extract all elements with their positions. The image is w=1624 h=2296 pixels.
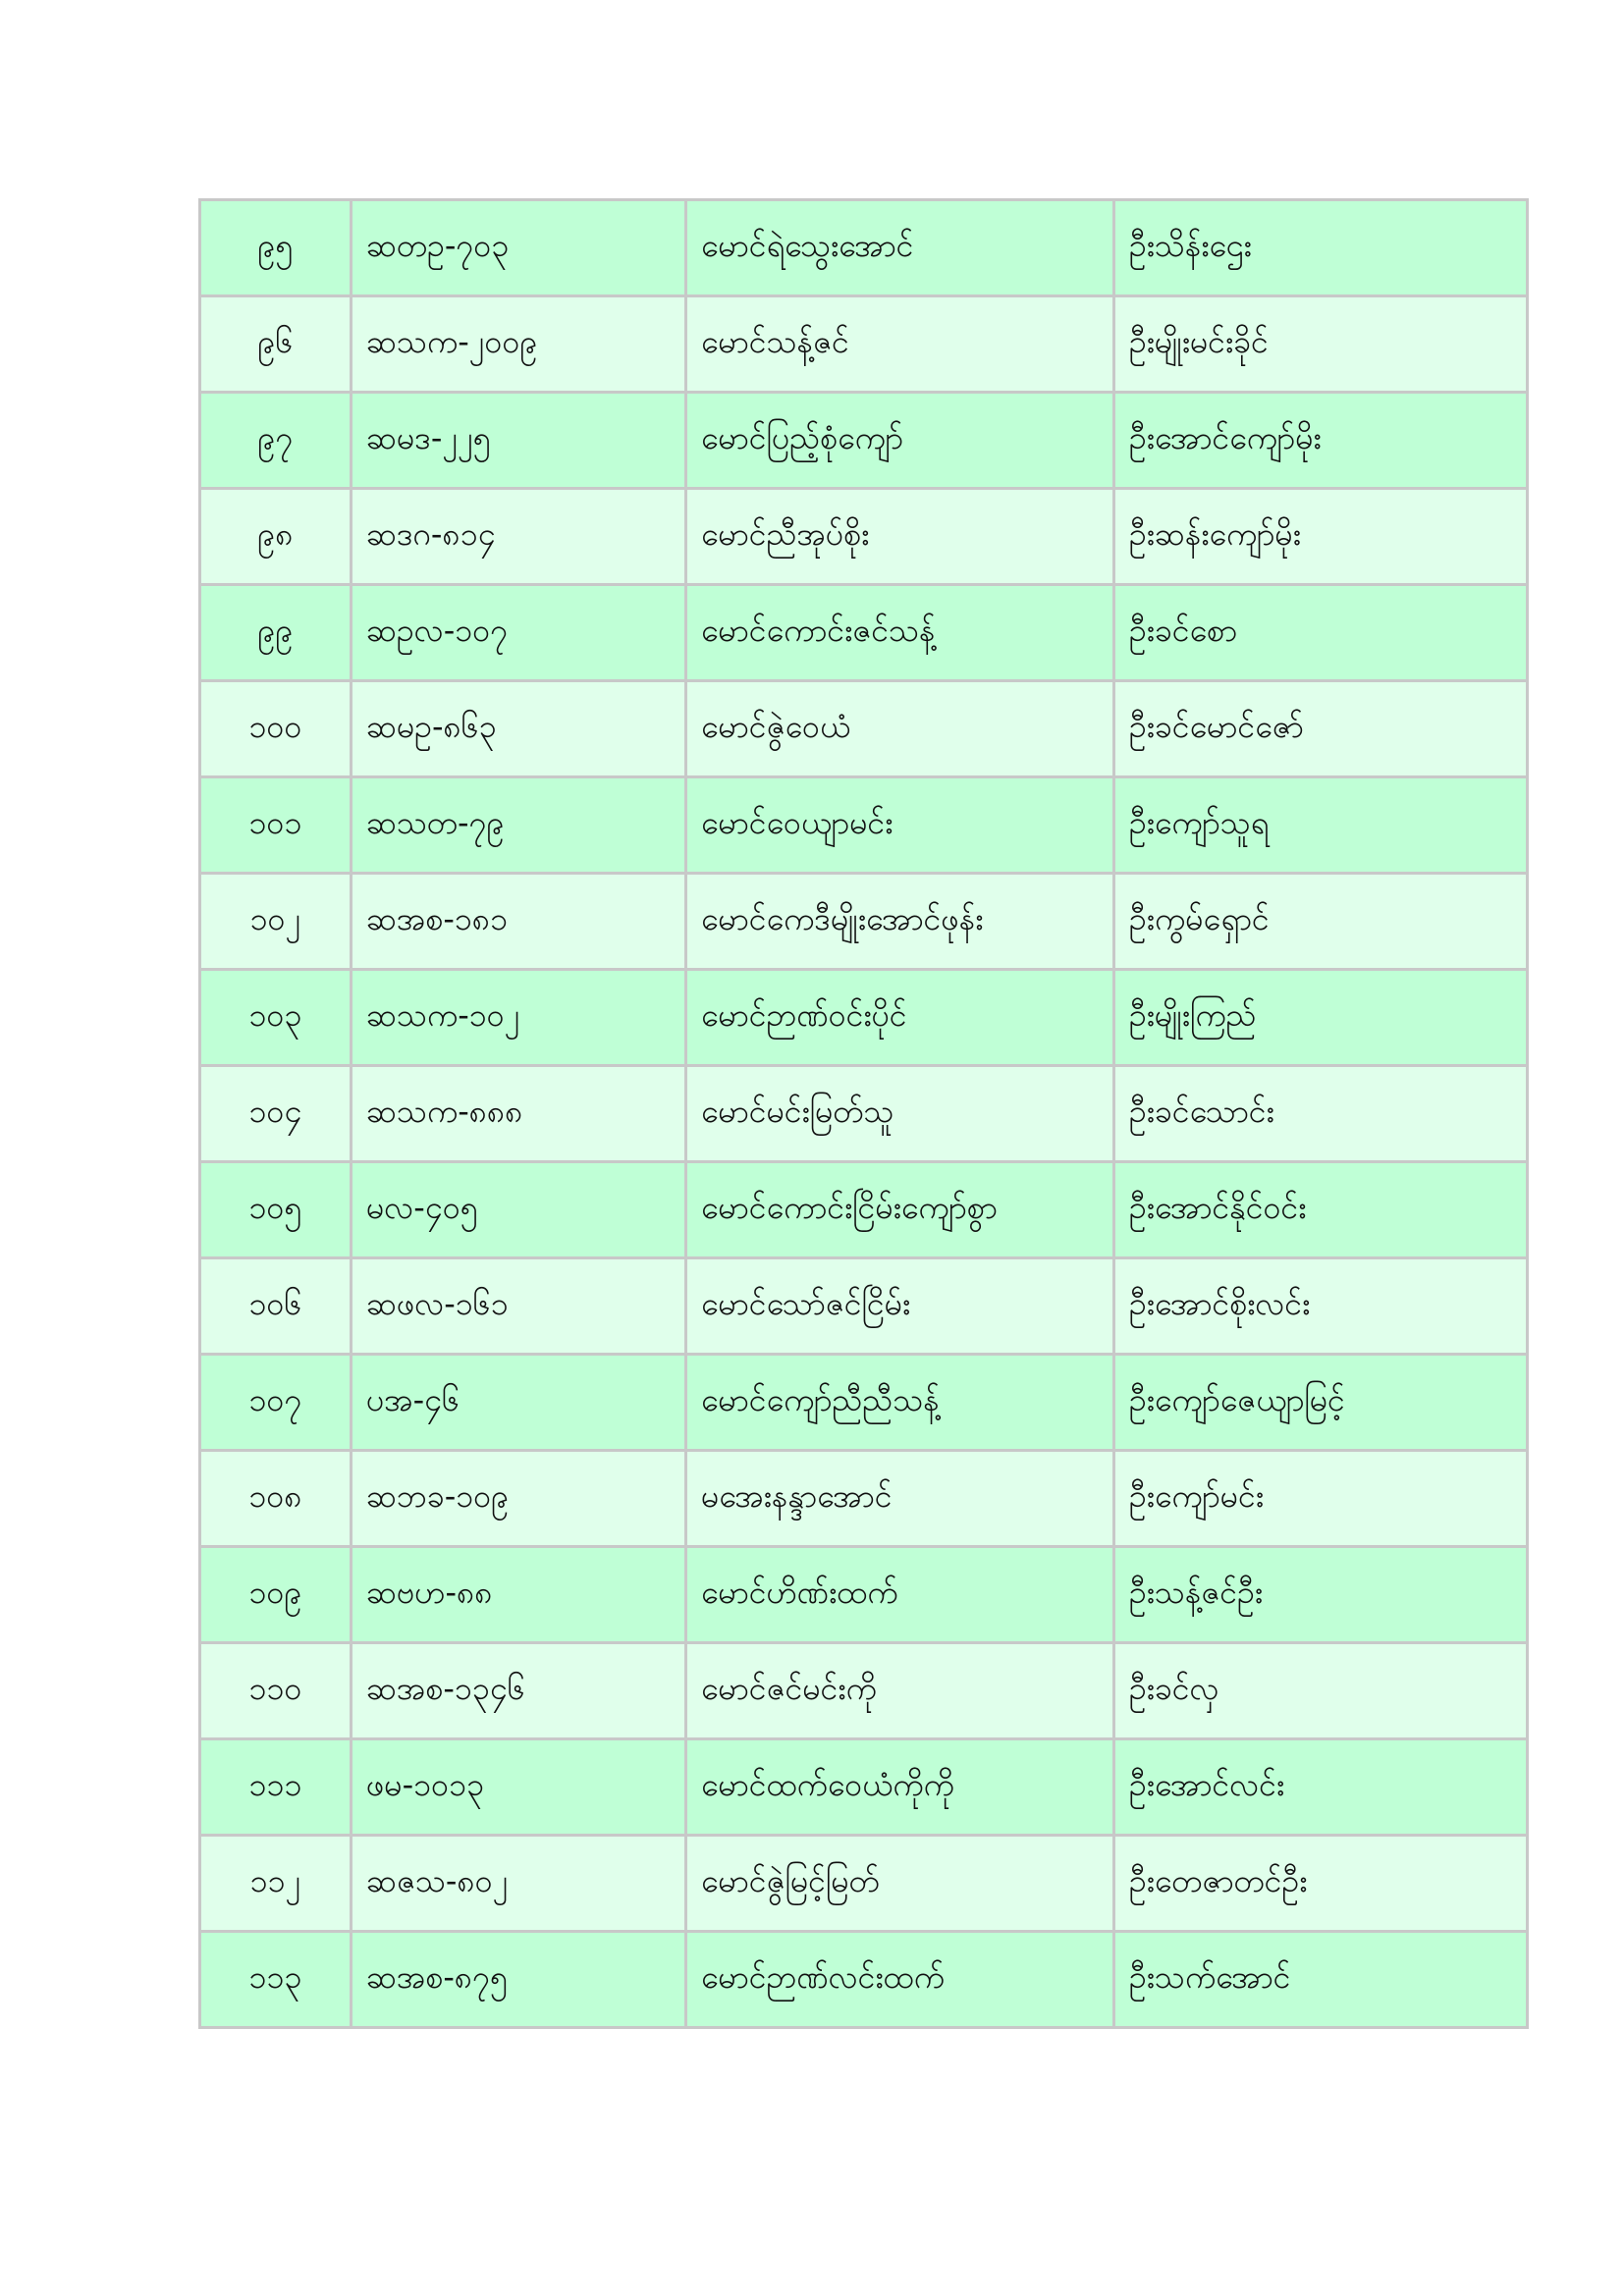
row-number-cell: ၁၀၄	[200, 1066, 352, 1162]
father-name-cell: ဦးခင်သောင်း	[1114, 1066, 1528, 1162]
father-name-cell: ဦးကျော်ဇေယျာမြင့်	[1114, 1355, 1528, 1451]
table-row	[200, 1739, 1528, 1836]
father-name-cell: ဦးအောင်လင်း	[1114, 1739, 1528, 1836]
roll-number-cell: ဆဗဟ-၈၈	[352, 1547, 686, 1643]
student-name-cell: မောင်ဉာဏ်လင်းထက်	[686, 1932, 1114, 2028]
row-number-cell: ၁၁၃	[200, 1932, 352, 2028]
table-row	[200, 393, 1528, 489]
father-name-cell: ဦးသန့်ဇင်ဦး	[1114, 1547, 1528, 1643]
student-name-cell: မောင်ဟိဏ်းထက်	[686, 1547, 1114, 1643]
student-name-cell: မောင်ဝေယျာမင်း	[686, 777, 1114, 874]
student-name-cell: မောင်ထက်ဝေယံကိုကို	[686, 1739, 1114, 1836]
father-name-cell: ဦးခင်လှ	[1114, 1643, 1528, 1739]
row-number-cell: ၁၀၁	[200, 777, 352, 874]
table-row	[200, 1547, 1528, 1643]
father-name-cell: ဦးအောင်ကျော်မိုး	[1114, 393, 1528, 489]
table-row	[200, 1162, 1528, 1258]
student-name-cell: မောင်သန့်ဇင်	[686, 296, 1114, 393]
table-row	[200, 874, 1528, 970]
table-row	[200, 1643, 1528, 1739]
table-row	[200, 1836, 1528, 1932]
father-name-cell: ဦးခင်မောင်ဇော်	[1114, 681, 1528, 777]
table-body	[200, 200, 1528, 2028]
row-number-cell: ၁၀၂	[200, 874, 352, 970]
roll-number-cell: ဆဇသ-၈၀၂	[352, 1836, 686, 1932]
row-number-cell: ၁၁၂	[200, 1836, 352, 1932]
father-name-cell: ဦးတေဇာတင်ဦး	[1114, 1836, 1528, 1932]
roll-number-cell: ဖမ-၁၀၁၃	[352, 1739, 686, 1836]
father-name-cell: ဦးခင်စော	[1114, 585, 1528, 681]
row-number-cell: ၉၉	[200, 585, 352, 681]
roll-number-cell: ဆအစ-၈၇၅	[352, 1932, 686, 2028]
student-name-cell: မောင်ဇင်မင်းကို	[686, 1643, 1114, 1739]
student-name-cell: မောင်ကေဒီမျိုးအောင်ဖုန်း	[686, 874, 1114, 970]
roll-number-cell: ဆသက-၂၀၀၉	[352, 296, 686, 393]
student-list-table	[198, 198, 1529, 2029]
roll-number-cell: ဆဒဂ-၈၁၄	[352, 489, 686, 585]
roll-number-cell: ဆသက-၁၀၂	[352, 970, 686, 1066]
table-row	[200, 1258, 1528, 1355]
father-name-cell: ဦးကျော်မင်း	[1114, 1451, 1528, 1547]
student-name-cell: မောင်ဉာဏ်ဝင်းပိုင်	[686, 970, 1114, 1066]
row-number-cell: ၁၀၆	[200, 1258, 352, 1355]
roll-number-cell: ပအ-၄၆	[352, 1355, 686, 1451]
father-name-cell: ဦးသက်အောင်	[1114, 1932, 1528, 2028]
student-name-cell: မအေးနန္ဒာအောင်	[686, 1451, 1114, 1547]
father-name-cell: ဦးကွမ်ရှောင်	[1114, 874, 1528, 970]
table-row	[200, 1355, 1528, 1451]
student-name-cell: မောင်ညီအုပ်စိုး	[686, 489, 1114, 585]
roll-number-cell: ဆမဥ-၈၆၃	[352, 681, 686, 777]
table-row	[200, 970, 1528, 1066]
student-name-cell: မောင်ဇွဲမြင့်မြတ်	[686, 1836, 1114, 1932]
row-number-cell: ၁၀၉	[200, 1547, 352, 1643]
table-row	[200, 1066, 1528, 1162]
row-number-cell: ၁၀၈	[200, 1451, 352, 1547]
row-number-cell: ၉၆	[200, 296, 352, 393]
student-name-cell: မောင်ဇွဲဝေယံ	[686, 681, 1114, 777]
row-number-cell: ၉၇	[200, 393, 352, 489]
table-row	[200, 777, 1528, 874]
roll-number-cell: ဆမဒ-၂၂၅	[352, 393, 686, 489]
table-row	[200, 200, 1528, 296]
row-number-cell: ၁၀၇	[200, 1355, 352, 1451]
table-row	[200, 681, 1528, 777]
table-row	[200, 585, 1528, 681]
roll-number-cell: ဆသက-၈၈၈	[352, 1066, 686, 1162]
roll-number-cell: ဆဘခ-၁၀၉	[352, 1451, 686, 1547]
student-name-cell: မောင်ပြည့်စုံကျော်	[686, 393, 1114, 489]
row-number-cell: ၁၀၃	[200, 970, 352, 1066]
student-name-cell: မောင်ကောင်းငြိမ်းကျော်စွာ	[686, 1162, 1114, 1258]
father-name-cell: ဦးဆန်းကျော်မိုး	[1114, 489, 1528, 585]
student-name-cell: မောင်ကျော်ညီညီသန့်	[686, 1355, 1114, 1451]
table-row	[200, 1451, 1528, 1547]
father-name-cell: ဦးသိန်းဌေး	[1114, 200, 1528, 296]
row-number-cell: ၁၀၀	[200, 681, 352, 777]
table-row	[200, 489, 1528, 585]
student-name-cell: မောင်မင်းမြတ်သူ	[686, 1066, 1114, 1162]
row-number-cell: ၉၈	[200, 489, 352, 585]
roll-number-cell: ဆဥလ-၁၀၇	[352, 585, 686, 681]
student-name-cell: မောင်ကောင်းဇင်သန့်	[686, 585, 1114, 681]
roll-number-cell: ဆသတ-၇၉	[352, 777, 686, 874]
row-number-cell: ၁၁၀	[200, 1643, 352, 1739]
roll-number-cell: ဆဖလ-၁၆၁	[352, 1258, 686, 1355]
table-row	[200, 1932, 1528, 2028]
student-name-cell: မောင်ရဲသွေးအောင်	[686, 200, 1114, 296]
row-number-cell: ၉၅	[200, 200, 352, 296]
row-number-cell: ၁၁၁	[200, 1739, 352, 1836]
father-name-cell: ဦးအောင်စိုးလင်း	[1114, 1258, 1528, 1355]
roll-number-cell: မလ-၄၀၅	[352, 1162, 686, 1258]
father-name-cell: ဦးမျိုးမင်းခိုင်	[1114, 296, 1528, 393]
roll-number-cell: ဆအစ-၁၈၁	[352, 874, 686, 970]
student-name-cell: မောင်သော်ဇင်ငြိမ်း	[686, 1258, 1114, 1355]
roll-number-cell: ဆတဥ-၇၀၃	[352, 200, 686, 296]
father-name-cell: ဦးကျော်သူရ	[1114, 777, 1528, 874]
student-list-table-wrapper	[198, 198, 1526, 2029]
table-row	[200, 296, 1528, 393]
father-name-cell: ဦးအောင်နိုင်ဝင်း	[1114, 1162, 1528, 1258]
roll-number-cell: ဆအစ-၁၃၄၆	[352, 1643, 686, 1739]
father-name-cell: ဦးမျိုးကြည်	[1114, 970, 1528, 1066]
row-number-cell: ၁၀၅	[200, 1162, 352, 1258]
